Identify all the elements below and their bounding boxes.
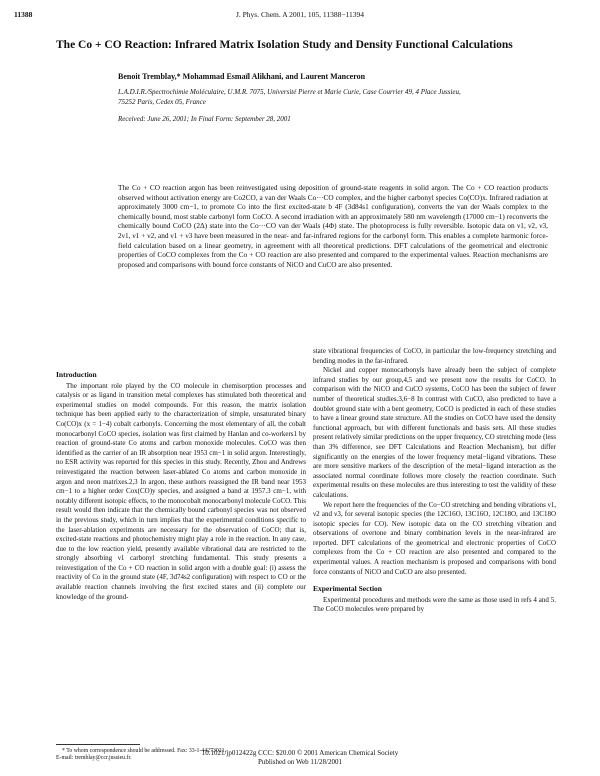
section-heading-introduction: Introduction [56,370,97,379]
abstract: The Co + CO reaction argon has been reinvestigated using deposition of ground-state reagents in solid argon. The Co + CO reaction products observed without activation energy are Co2CO, a van der Waals Co···CO complex, and the higher carbonyl species Co(CO)x. Infrared radiation at approximately 3000 cm−1, to promote Co into the first excited-state b 4F (3d84s1 configuration), converts the van der Waals complex to the chemically bound, most stable carbonyl form CoCO. A second irradiation with an approximately 580 nm wavelength (17000 cm−1) reconverts the chemically bound CoCO (2Δ) state into the Co···CO van der Waals (4Φ) state. The photoprocess is fully reversible. Isotopic data on ν1, ν2, ν3, 2ν1, ν1 + ν2, and ν1 + ν3 have been measured in the near- and far-infrared regions for the carbonyl form. This enables a complete harmonic force-field calculation based on a linear geometry, in agreement with all theoretical predictions. DFT calculations of the geometrical and electronic properties of CoCO complexes from the Co + CO reaction are also presented and compared to the experimental values. Reaction mechanisms are proposed and comparisons with bound force constants of NiCO and CuCO are also presented. [118,183,548,269]
footnote-correspondence: * To whom correspondence should be addressed. Fax: 33-1-44273021. [62,748,227,754]
page-number: 11388 [14,10,33,19]
journal-citation: J. Phys. Chem. A 2001, 105, 11388−11394 [235,10,365,19]
received-dates: Received: June 26, 2001; In Final Form: September 28, 2001 [118,115,291,123]
experimental-paragraph: Experimental procedures and methods were the same as those used in refs 4 and 5. The CoCO molecules were prepared by [313,595,556,614]
affiliation: L.A.D.I.R./Spectrochimie Moléculaire, U.M.R. 7075, Université Pierre et Marie Curie, Case Courrier 49, 4 Place Jussieu, 75252 Paris, Cedex 05, France [118,88,461,106]
publication-date: Published on Web 11/28/2001 [257,757,343,766]
footnote-email: E-mail: tremblay@ccr.jussieu.fr. [56,755,132,762]
running-header [14,10,586,22]
right-column [313,347,556,615]
intro-continued-paragraph: state vibrational frequencies of CoCO, in particular the low-frequency stretching and bending modes in the far-infrared. [313,347,556,365]
footnote-rule [56,744,140,745]
intro-paragraph: The important role played by the CO molecule in chemisorption processes and catalysis or as ligand in transition metal complexes has stimulated both theoretical and experimental studies on model compounds. For this reason, the matrix isolation technique has been applied early to the characterization of simple, unsaturated binary Co(CO)x (x = 1−4) cobalt carbonyls. Concerning the most elementary of all, the cobalt monocarbonyl CoCO species, isolation was first claimed by Hanlan and co-workers1 by reaction of ground-state Co atoms and carbon monoxide molecules. CoCO was then identified as the carrier of an IR absorption near 1953 cm−1 in solid argon. Interestingly, no ESR activity was reported for this species in this study. Recently, Zhou and Andrews reinvestigated the reaction between laser-ablated Co atoms and carbon monoxide in argon and neon matrixes.2,3 In argon, these authors reassigned the IR band near 1953 cm−1 to a higher order Cox(CO)y species, and assigned a band at 1957.3 cm−1, with notably different isotopic effects, to the monocobalt monocarbonyl molecule CoCO. This result would then indicate that the chemically bound carbonyl species was not observed in the previous study, which in turn implies that the experimental conditions specific to the laser-ablation experiments are necessary for the observation of CoCO; that is, excited-state reactions and photochemistry might play a role in the reaction. In any case, due to the low reaction yield, presently available vibrational data are restricted to the strongly absorbing ν1 carbonyl stretching fundamental. This study presents a reinvestigation of the Co + CO reaction in solid argon with a double goal: (i) assess the reactivity of Co in the ground state (4F, 3d74s2 configuration) with respect to CO or the available reaction channels involving the first excited states and (ii) complete our knowledge of the ground- [56,381,307,601]
author-list: Benoit Tremblay,* Mohammad Esmaïl Alikhani, and Laurent Manceron [118,72,366,81]
article-title: The Co + CO Reaction: Infrared Matrix Isolation Study and Density Functional Calculations [56,39,513,51]
left-column [56,370,306,602]
section-heading-experimental: Experimental Section [313,584,382,594]
intro-paragraph-2: Nickel and copper monocarbonyls have already been the subject of complete infrared studies by our group,4,5 and we present now the results for CoCO. In comparison with the NiCO and CuCO systems, CoCO has been the subject of fewer number of theoretical studies.3,6−8 In contrast with CuCO, also predicted to have a doublet ground state with a bent geometry, CoCO is predicted in each of these studies to have a linear ground state structure. All the studies on CoCO have used the density functional approach, but with different functionals and basis sets. All these studies present relatively similar predictions on the upper frequency, CO stretching mode (less than 3% difference, see DFT Calculations and Reaction Mechanism), but differ significantly on the energies of the lower frequency metal−ligand vibrations. These are more sensitive markers of the description of the metal−ligand interaction as the associated normal coordinate follows more closely the reaction coordinate. Such experimental results on these molecules are thus interesting to test the validity of these calculations. [313,366,556,499]
page-footer [0,749,600,766]
intro-paragraph-3: We report here the frequencies of the Co−CO stretching and bending vibrations ν1, ν2 and ν3, for several isotopic species (the 12C16O, 13C16O, 12C18O, and 13C18O isotopic species for CO). New isotopic data on the CO stretching vibration and observations of overtone and binary combination levels in the near-infrared are reported. DFT calculations of the geometrical and electronic properties of CoCO complexes from the Co + CO reaction are also presented and compared to the experimental values. A reaction mechanism is proposed and comparisons with bond force constants of NiCO and CuCO are also presented. [313,500,556,576]
doi-copyright: 10.1021/jp012422g CCC: $20.00 © 2001 American Chemical Society [201,749,399,757]
